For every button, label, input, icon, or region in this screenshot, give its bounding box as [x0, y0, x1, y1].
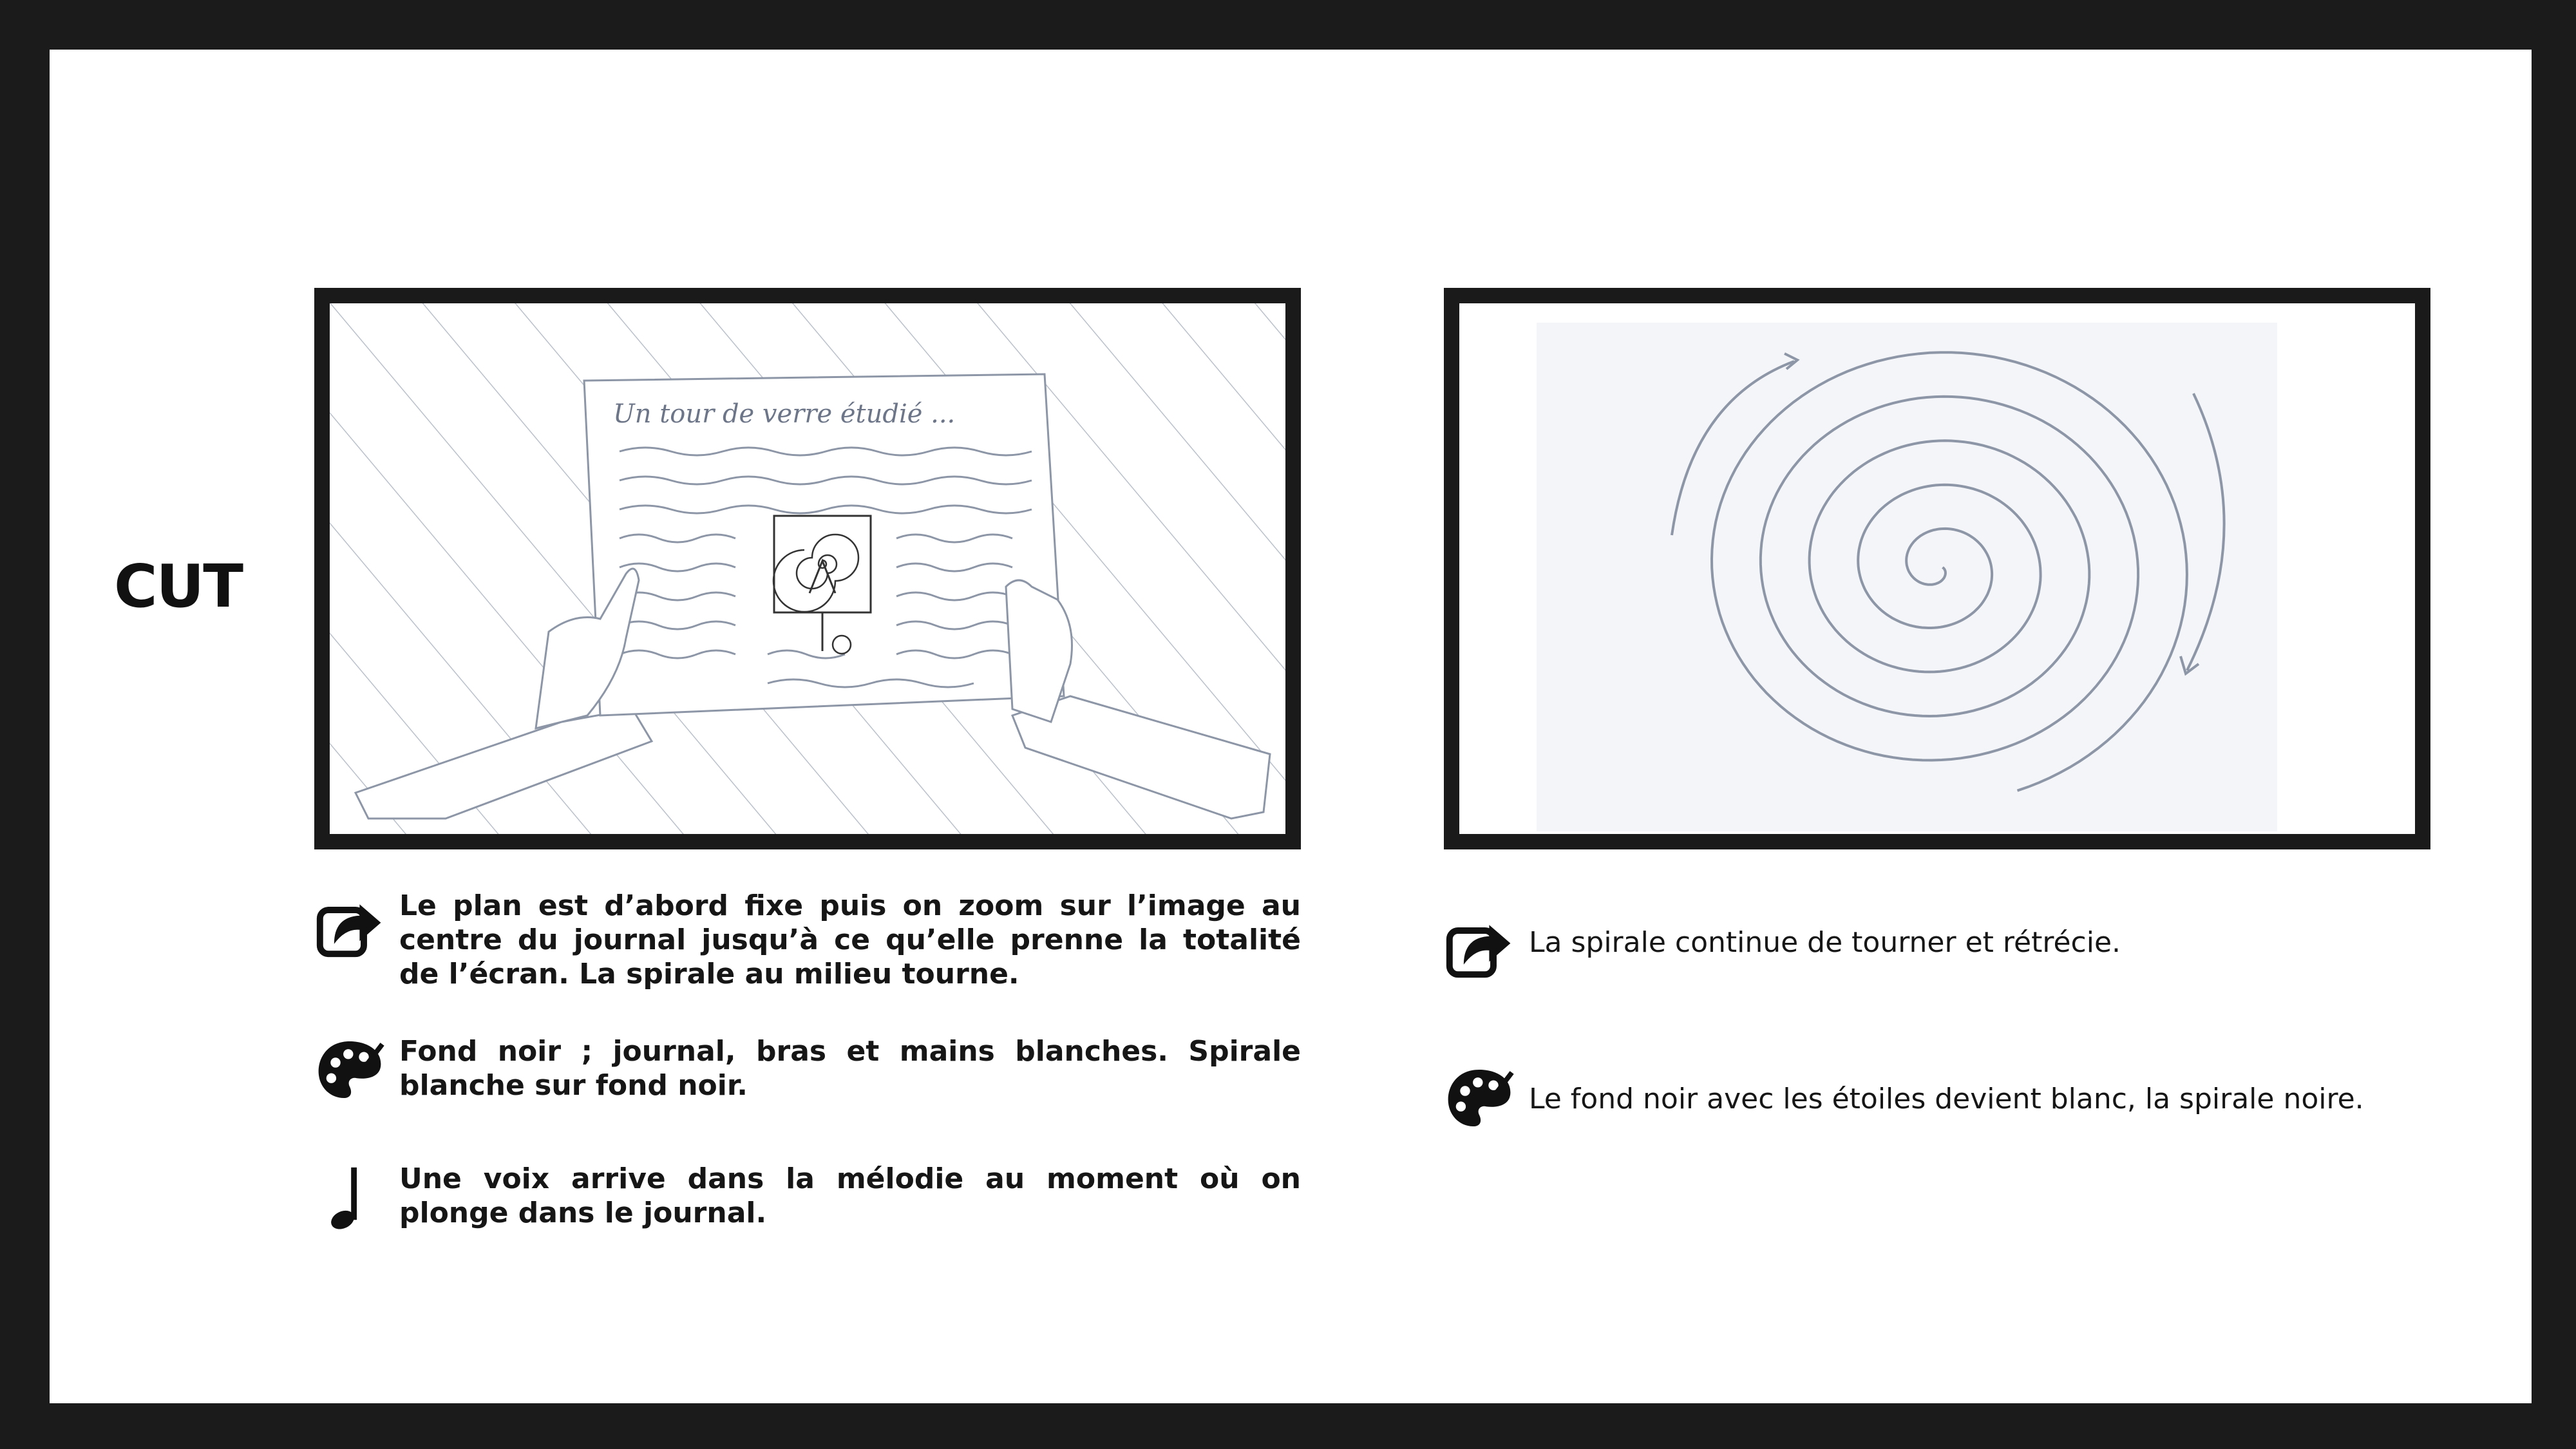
- note-text: Fond noir ; journal, bras et mains blanches. Spirale blanche sur fond noir.: [399, 1035, 1301, 1102]
- note-text: Le fond noir avec les étoiles devient blanc, la spirale noire.: [1529, 1083, 2364, 1115]
- palette-icon: [314, 1034, 385, 1105]
- share-arrow-icon: [314, 889, 385, 960]
- transition-label: CUT: [114, 552, 242, 621]
- palette-icon: [1444, 1063, 1515, 1133]
- share-arrow-icon: [1444, 909, 1515, 980]
- newspaper-headline: Un tour de verre étudié ...: [613, 399, 956, 429]
- note-text: La spirale continue de tourner et rétrécie.: [1529, 926, 2121, 959]
- storyboard-frame-2: [1444, 288, 2430, 849]
- note-text: Le plan est d’abord fixe puis on zoom sur l’image au centre du journal jusqu’à ce qu’elle prenne la totalité de l’écran. La spirale au milieu tourne.: [399, 889, 1301, 990]
- storyboard-frame-1: [314, 288, 1301, 849]
- music-note-icon: [314, 1162, 385, 1233]
- storyboard-page: [50, 50, 2532, 1403]
- newspaper-sketch: [330, 303, 1285, 834]
- note-text: Une voix arrive dans la mélodie au moment où on plonge dans le journal.: [399, 1162, 1301, 1229]
- spiral-sketch: [1459, 303, 2415, 834]
